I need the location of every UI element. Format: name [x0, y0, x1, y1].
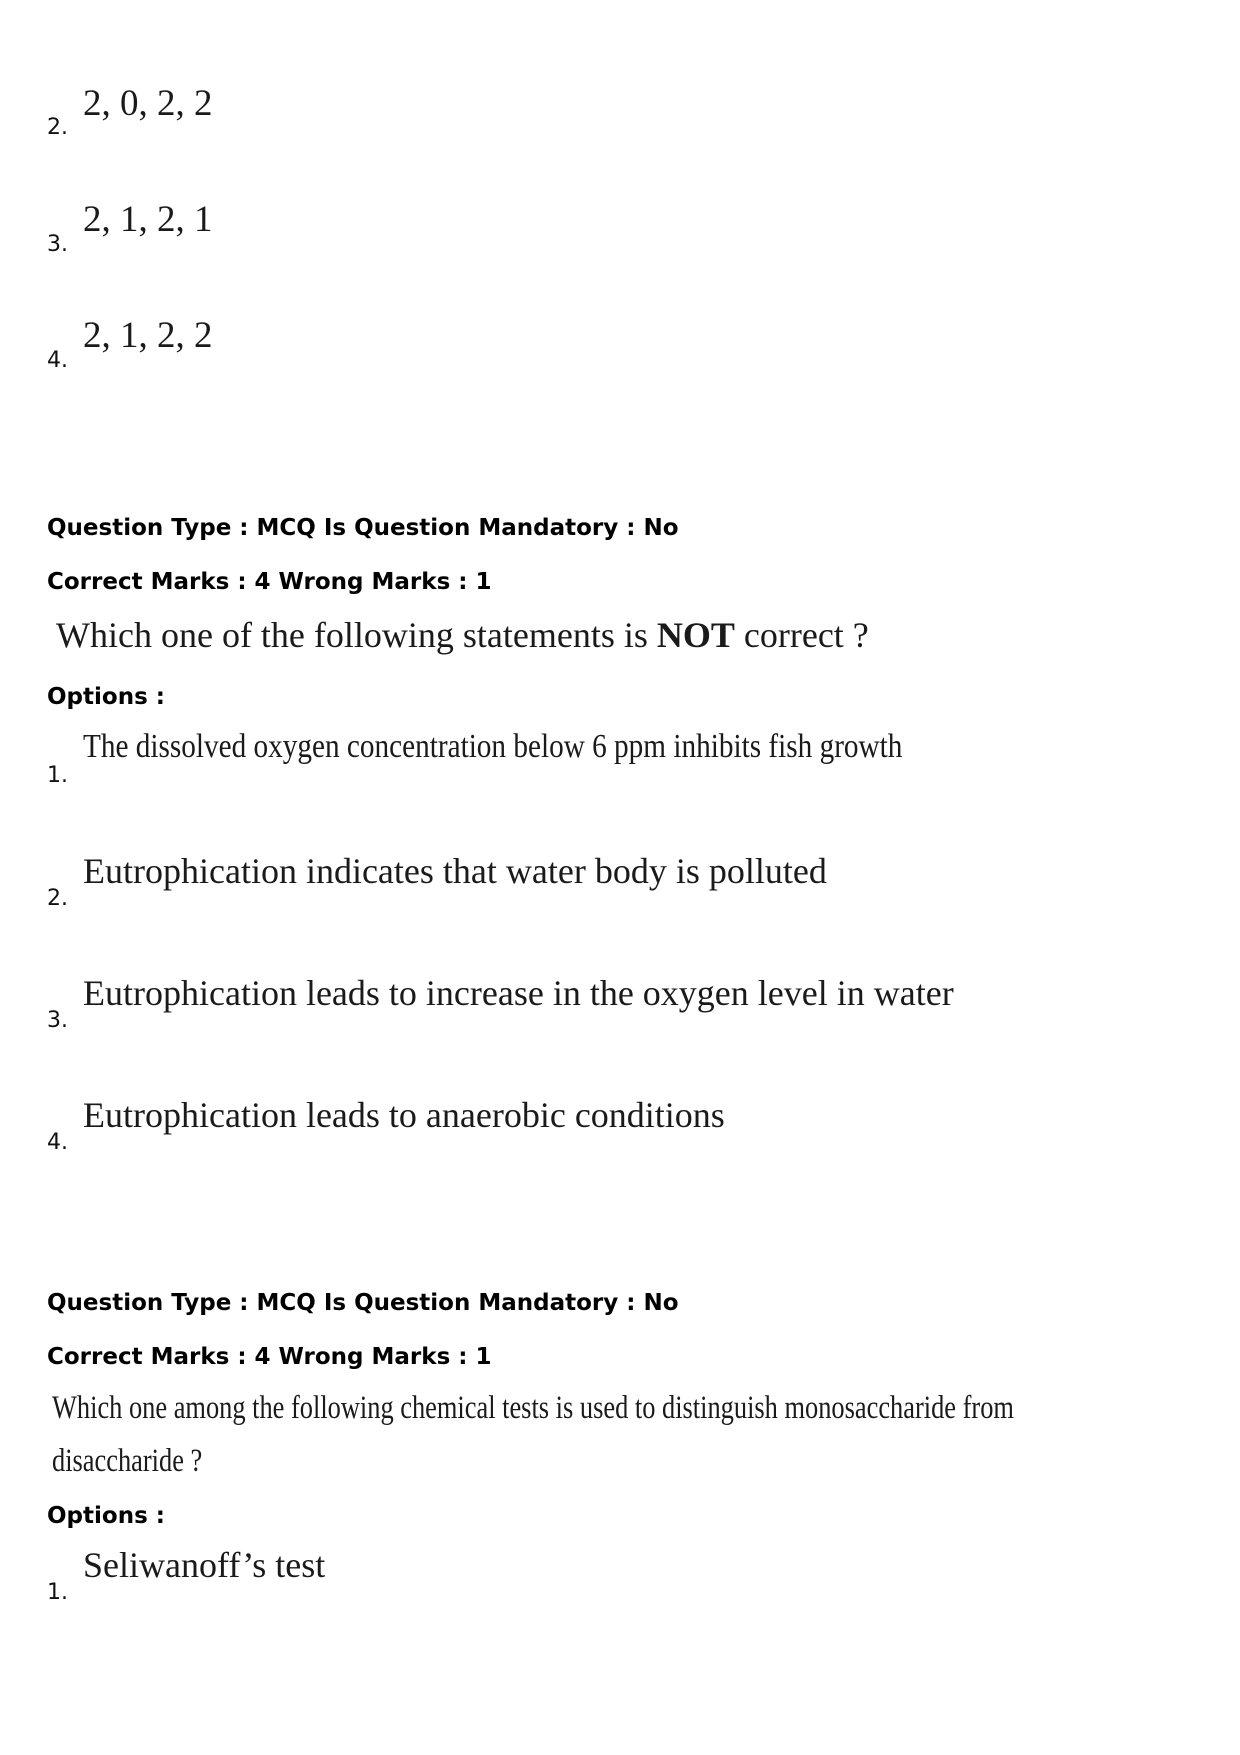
option-text: The dissolved oxygen concentration below 6 ppm inhibits fish growth — [83, 728, 903, 765]
marks-line: Correct Marks : 4 Wrong Marks : 1 — [47, 569, 492, 595]
option-text: Eutrophication indicates that water body is polluted — [83, 851, 827, 891]
question-text — [56, 614, 869, 656]
option-number: 4. — [47, 1130, 68, 1155]
question-text-line-1: Which one among the following chemical tests is used to distinguish monosaccharide from — [52, 1390, 1014, 1426]
question-type-line: Question Type : MCQ Is Question Mandatory : No — [47, 1290, 679, 1316]
question-text-emphasis: NOT — [656, 615, 735, 655]
question-text-line-2: disaccharide ? — [52, 1443, 203, 1479]
option-number: 3. — [47, 1008, 68, 1033]
marks-line: Correct Marks : 4 Wrong Marks : 1 — [47, 1344, 492, 1370]
options-label: Options : — [47, 1503, 165, 1529]
option-text: 2, 0, 2, 2 — [83, 83, 213, 124]
option-text: Seliwanoff’s test — [83, 1545, 326, 1585]
question-text-part: Which one of the following statements is — [56, 615, 657, 655]
option-text: 2, 1, 2, 2 — [83, 315, 213, 356]
option-number: 1. — [47, 1580, 68, 1605]
option-number: 4. — [47, 348, 68, 373]
option-text: Eutrophication leads to anaerobic conditions — [83, 1095, 725, 1135]
question-type-line: Question Type : MCQ Is Question Mandatory : No — [47, 515, 679, 541]
option-number: 2. — [47, 886, 68, 911]
option-text: Eutrophication leads to increase in the oxygen level in water — [83, 973, 954, 1013]
options-label: Options : — [47, 684, 165, 710]
option-number: 2. — [47, 115, 68, 140]
question-text-part: correct ? — [734, 615, 869, 655]
option-text: 2, 1, 2, 1 — [83, 199, 213, 240]
option-number: 3. — [47, 232, 68, 257]
option-number: 1. — [47, 763, 68, 788]
